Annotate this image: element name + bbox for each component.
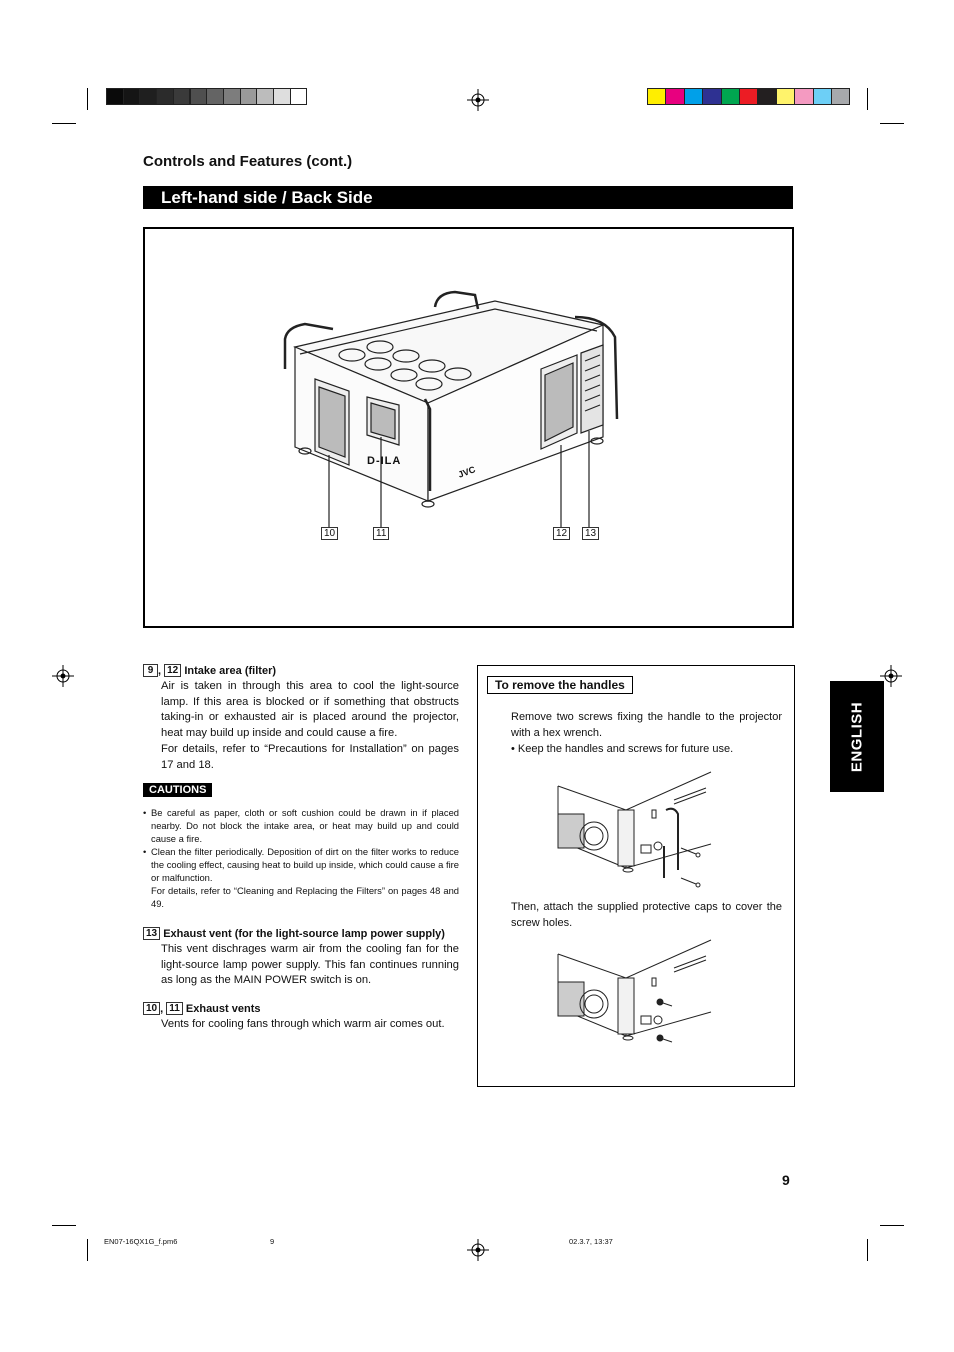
registration-mark-icon — [467, 89, 489, 111]
gray-swatch — [240, 88, 258, 105]
color-swatch — [831, 88, 850, 105]
intake-heading-row: 9 , 12 Intake area (filter) — [143, 664, 276, 677]
page-number: 9 — [782, 1172, 790, 1188]
exhaust-heading: Exhaust vents — [185, 1003, 261, 1015]
color-swatch — [665, 88, 684, 105]
color-swatch — [721, 88, 740, 105]
crop-mark — [52, 123, 76, 124]
callout-12: 12 — [553, 527, 570, 540]
caution-item: • Be careful as paper, cloth or soft cushion could be drawn in if placed nearby. Do not block the intake area, or heat may build up and could cause a fire. — [143, 807, 459, 844]
registration-mark-icon — [467, 1239, 489, 1261]
color-swatch — [794, 88, 813, 105]
item-number: 10 — [143, 1002, 160, 1015]
intake-description: Air is taken in through this area to cool the light-source lamp. If this area is blocked or if something that obstructs taking-in or exhausted air is placed around the projector, heat may build up inside and could cause a fire. — [161, 680, 459, 739]
projector-figure — [143, 227, 794, 628]
gray-swatch — [273, 88, 291, 105]
gray-swatch — [190, 88, 208, 105]
gray-swatch — [156, 88, 174, 105]
item-number: 9 — [143, 664, 158, 677]
callout-13: 13 — [582, 527, 599, 540]
color-swatch — [757, 88, 776, 105]
footer-file: EN07-16QX1G_f.pm6 — [104, 1237, 178, 1246]
gray-swatch — [256, 88, 274, 105]
handles-bullet: • Keep the handles and screws for future use. — [511, 743, 734, 755]
crop-mark — [880, 1225, 904, 1226]
crop-mark — [867, 88, 868, 110]
crop-mark — [87, 88, 88, 110]
caution-item-continued: For details, refer to “Cleaning and Replacing the Filters” on pages 48 and 49. — [151, 885, 459, 909]
color-swatch — [684, 88, 703, 105]
crop-mark — [87, 1239, 88, 1261]
footer-date: 02.3.7, 13:37 — [569, 1237, 613, 1246]
gray-swatch — [173, 88, 191, 105]
handles-title: To remove the handles — [487, 676, 633, 694]
exhaust-lamp-heading-row — [143, 927, 445, 940]
cautions-list — [143, 806, 459, 910]
item-number: 12 — [164, 664, 181, 677]
color-swatch — [702, 88, 721, 105]
footer-page: 9 — [270, 1237, 275, 1246]
color-swatch — [647, 88, 666, 105]
language-tab: ENGLISH — [830, 681, 884, 792]
gray-swatch — [206, 88, 224, 105]
item-number: 11 — [166, 1002, 183, 1015]
exhaust-description: Vents for cooling fans through which warm air comes out. — [161, 1018, 445, 1030]
projector-illustration — [145, 229, 792, 626]
protective-caps-illustration — [556, 938, 716, 1058]
gray-swatch — [290, 88, 308, 105]
handle-removal-illustration — [556, 770, 716, 890]
crop-mark — [52, 1225, 76, 1226]
handles-step-2: Then, attach the supplied protective caps to cover the screw holes. — [511, 901, 782, 929]
crop-mark — [880, 123, 904, 124]
gray-swatch — [223, 88, 241, 105]
color-swatch — [739, 88, 758, 105]
exhaust-lamp-heading: Exhaust vent (for the light-source lamp power supply) — [163, 928, 445, 940]
exhaust-heading-row: 10 , 11 Exhaust vents — [143, 1002, 260, 1015]
page-title: Left-hand side / Back Side — [143, 186, 793, 209]
callout-10: 10 — [321, 527, 338, 540]
exhaust-lamp-description: This vent dischrages warm air from the cooling fan for the light-source lamp power supply. This fan continues running as long as the MAIN POWER switch is on. — [161, 943, 459, 987]
jvc-brand-label: JVC — [456, 464, 477, 480]
gray-swatch — [139, 88, 157, 105]
cautions-label: CAUTIONS — [143, 783, 212, 797]
color-swatch — [776, 88, 795, 105]
section-heading: Controls and Features (cont.) — [143, 153, 353, 170]
dila-logo: D-ILA — [367, 455, 402, 467]
gray-swatch — [106, 88, 124, 105]
registration-mark-icon — [52, 665, 74, 687]
handles-step-1: Remove two screws fixing the handle to the projector with a hex wrench. — [511, 711, 782, 739]
gray-swatch — [123, 88, 141, 105]
intake-heading: Intake area (filter) — [184, 665, 277, 677]
item-number: 13 — [143, 927, 160, 940]
crop-mark — [867, 1239, 868, 1261]
intake-reference: For details, refer to “Precautions for Installation” on pages 17 and 18. — [161, 743, 459, 771]
caution-item: • Clean the filter periodically. Deposition of dirt on the filter works to reduce the cooling effect, causing heat to build up inside, which could cause a fire or malfunction. — [143, 846, 459, 883]
callout-11: 11 — [373, 527, 389, 540]
color-swatch — [813, 88, 832, 105]
